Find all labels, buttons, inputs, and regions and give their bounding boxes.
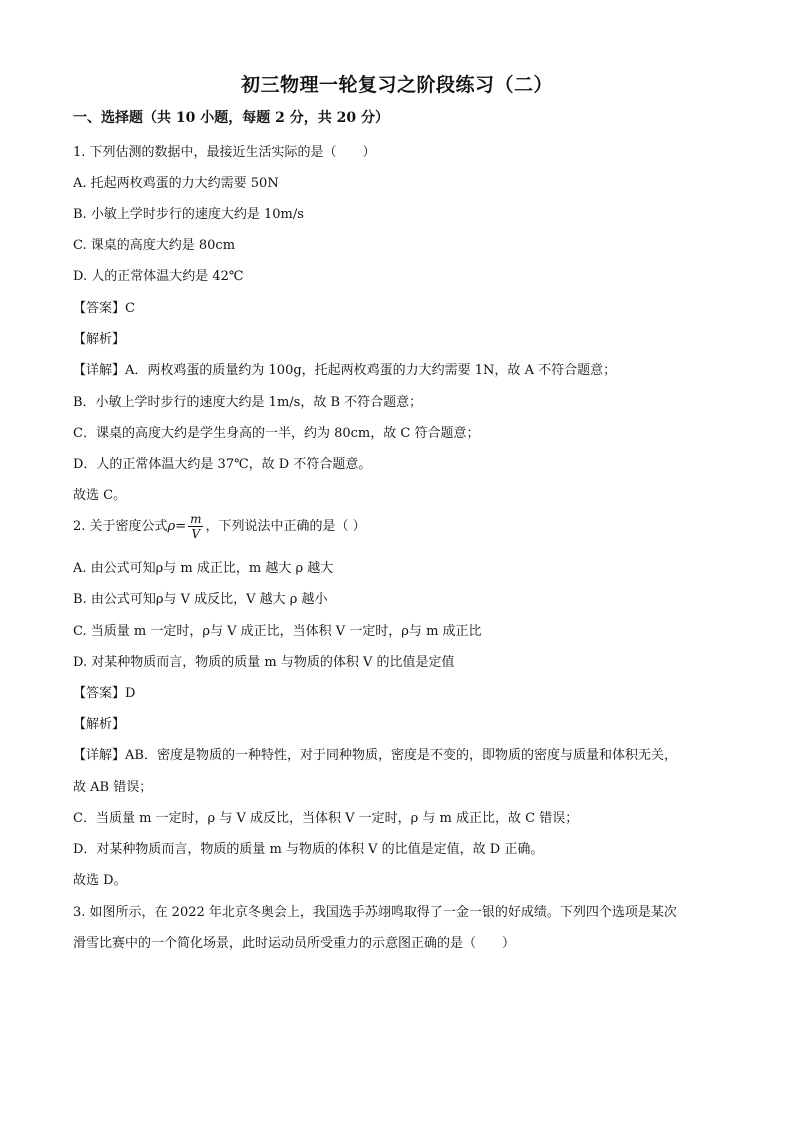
q1-option-b: B. 小敏上学时步行的速度大约是 10m/s bbox=[73, 207, 304, 222]
section-heading: 一、选择题（共 10 小题，每题 2 分，共 20 分） bbox=[73, 110, 389, 126]
q2-analysis-label: 【解析】 bbox=[73, 717, 126, 732]
q1-answer: 【答案】C bbox=[73, 301, 135, 316]
q1-analysis-label: 【解析】 bbox=[73, 332, 126, 347]
q2-detail-1: 【详解】AB．密度是物质的一种特性，对于同种物质，密度是不变的，即物质的密度与质量和体积无关， bbox=[73, 748, 677, 763]
page-title: 初三物理一轮复习之阶段练习（二） bbox=[240, 74, 553, 96]
q2-formula-fraction bbox=[188, 512, 203, 541]
q3-stem-line-2: 滑雪比赛中的一个简化场景，此时运动员所受重力的示意图正确的是（ ） bbox=[73, 936, 516, 951]
q2-choice: 故选 D。 bbox=[73, 873, 127, 888]
q2-stem bbox=[73, 512, 366, 541]
q2-detail-2: 故 AB 错误； bbox=[73, 780, 153, 795]
q1-detail-2: B．小敏上学时步行的速度大约是 1m/s，故 B 不符合题意； bbox=[73, 395, 423, 410]
q2-option-a: A. 由公式可知ρ与 m 成正比，m 越大 ρ 越大 bbox=[73, 561, 334, 576]
q3-stem-line-1: 3. 如图所示，在 2022 年北京冬奥会上，我国选手苏翊鸣取得了一金一银的好成绩。下列四个选项是某次 bbox=[73, 905, 677, 920]
q1-choice: 故选 C。 bbox=[73, 488, 127, 503]
q1-option-c: C. 课桌的高度大约是 80cm bbox=[73, 238, 236, 253]
q1-detail-3: C．课桌的高度大约是学生身高的一半，约为 80cm，故 C 符合题意； bbox=[73, 426, 480, 441]
q2-stem-prefix: 2. 关于密度公式 bbox=[73, 519, 168, 534]
q1-stem: 1. 下列估测的数据中，最接近生活实际的是（ ） bbox=[73, 145, 376, 160]
q2-formula-denominator: V bbox=[188, 526, 203, 541]
q1-detail-4: D．人的正常体温大约是 37℃，故 D 不符合题意。 bbox=[73, 457, 372, 472]
q1-detail-1: 【详解】A．两枚鸡蛋的质量约为 100g，托起两枚鸡蛋的力大约需要 1N，故 A 不符合题意； bbox=[73, 363, 617, 378]
q2-detail-3: C．当质量 m 一定时，ρ 与 V 成反比，当体积 V 一定时，ρ 与 m 成正比，故 C 错误； bbox=[73, 811, 579, 826]
q2-option-d: D. 对某种物质而言，物质的质量 m 与物质的体积 V 的比值是定值 bbox=[73, 655, 455, 670]
q2-option-c: C. 当质量 m 一定时，ρ与 V 成正比，当体积 V 一定时，ρ与 m 成正比 bbox=[73, 624, 482, 639]
q2-answer: 【答案】D bbox=[73, 686, 136, 701]
q2-stem-suffix: ，下列说法中正确的是（ ） bbox=[205, 519, 366, 534]
q2-formula-numerator: m bbox=[190, 512, 202, 526]
q2-detail-4: D．对某种物质而言，物质的质量 m 与物质的体积 V 的比值是定值，故 D 正确。 bbox=[73, 842, 544, 857]
q1-option-a: A. 托起两枚鸡蛋的力大约需要 50N bbox=[73, 176, 279, 191]
q2-formula-lhs: ρ= bbox=[167, 519, 187, 534]
q2-option-b: B. 由公式可知ρ与 V 成反比，V 越大 ρ 越小 bbox=[73, 592, 328, 607]
q1-option-d: D. 人的正常体温大约是 42℃ bbox=[73, 269, 244, 284]
